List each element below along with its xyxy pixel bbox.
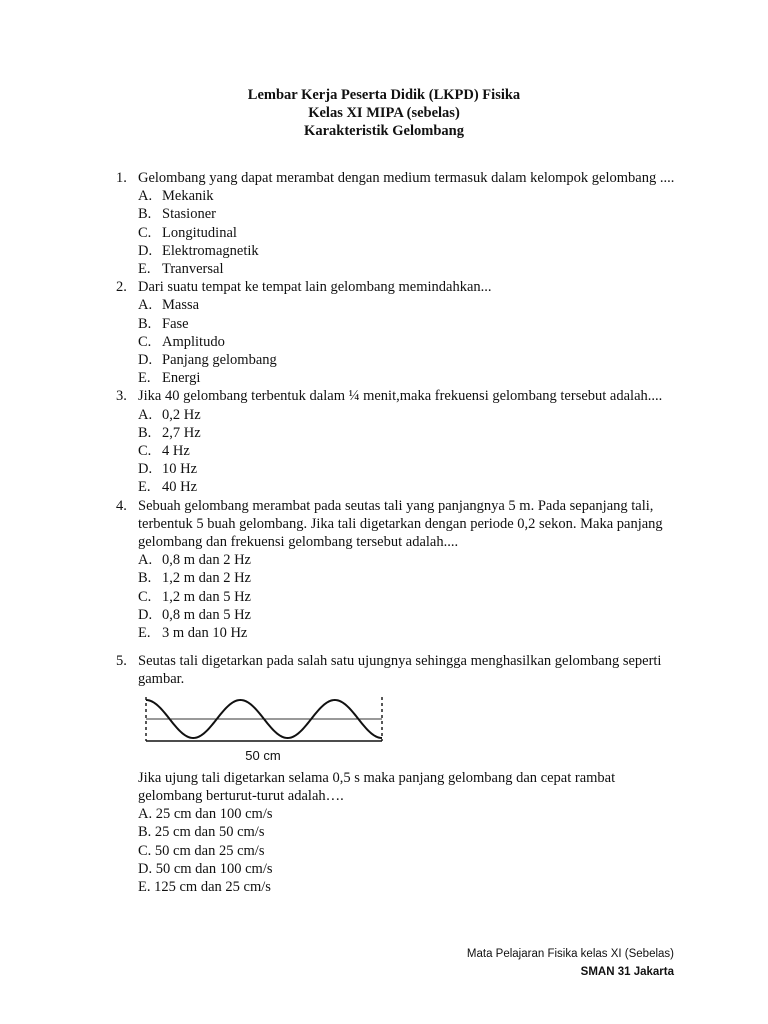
option-c: C. 50 cm dan 25 cm/s bbox=[138, 842, 265, 859]
option-text: 3 m dan 10 Hz bbox=[162, 625, 248, 642]
option-b bbox=[138, 424, 676, 442]
option-letter: D. bbox=[138, 242, 153, 259]
option-c bbox=[138, 588, 676, 606]
option-c bbox=[138, 442, 676, 460]
option-letter: C. bbox=[138, 443, 152, 460]
option-letter: D. bbox=[138, 606, 153, 623]
option-d bbox=[138, 351, 676, 369]
option-a bbox=[138, 406, 676, 424]
option-text: Mekanik bbox=[162, 188, 214, 205]
option-letter: B. bbox=[138, 206, 152, 223]
option-c bbox=[138, 333, 676, 351]
question-number: 1. bbox=[116, 170, 127, 186]
option-text: Longitudinal bbox=[162, 224, 237, 241]
question-continuation: Jika ujung tali digetarkan selama 0,5 s maka panjang gelombang dan cepat rambat gelombang berturut-turut adalah…. bbox=[138, 769, 616, 804]
option-a bbox=[138, 296, 676, 314]
option-list bbox=[138, 187, 676, 278]
option-e bbox=[138, 624, 676, 642]
option-letter: A. bbox=[138, 297, 153, 314]
option-list bbox=[138, 805, 676, 896]
option-a bbox=[138, 551, 676, 569]
option-letter: A. bbox=[138, 188, 153, 205]
option-letter: B. bbox=[138, 315, 152, 332]
option-letter: E. bbox=[138, 370, 151, 387]
option-text: 1,2 m dan 2 Hz bbox=[162, 570, 251, 587]
question-text: Sebuah gelombang merambat pada seutas tali yang panjangnya 5 m. Pada sepanjang tali, terbentuk 5 buah gelombang. Jika tali digetarkan dengan periode 0,2 sekon. Maka panjang gelombang dan frekuensi gelombang tersebut adalah.... bbox=[138, 497, 663, 551]
question-text: Gelombang yang dapat merambat dengan medium termasuk dalam kelompok gelombang .... bbox=[138, 170, 675, 186]
option-letter: C. bbox=[138, 588, 152, 605]
option-letter: E. bbox=[138, 625, 151, 642]
option-letter: C. bbox=[138, 333, 152, 350]
option-text: Elektromagnetik bbox=[162, 242, 259, 259]
worksheet-header bbox=[0, 86, 768, 140]
option-text: 2,7 Hz bbox=[162, 424, 201, 441]
option-letter: B. bbox=[138, 424, 152, 441]
option-d bbox=[138, 242, 676, 260]
option-text: Panjang gelombang bbox=[162, 352, 277, 369]
option-a bbox=[138, 187, 676, 205]
footer-subject: Mata Pelajaran Fisika kelas XI (Sebelas) bbox=[466, 948, 674, 960]
page-footer bbox=[467, 945, 674, 981]
option-d: D. 50 cm dan 100 cm/s bbox=[138, 860, 273, 877]
option-letter: E. bbox=[138, 479, 151, 496]
option-d bbox=[138, 606, 676, 624]
option-letter: B. bbox=[138, 570, 152, 587]
option-b bbox=[138, 315, 676, 333]
option-text: Energi bbox=[162, 370, 201, 387]
option-text: Stasioner bbox=[162, 206, 216, 223]
option-text: 0,8 m dan 5 Hz bbox=[162, 606, 251, 623]
option-letter: D. bbox=[138, 352, 153, 369]
option-d bbox=[138, 460, 676, 478]
option-e bbox=[138, 478, 676, 496]
option-e bbox=[138, 369, 676, 387]
option-text: 4 Hz bbox=[162, 443, 190, 460]
option-b: B. 25 cm dan 50 cm/s bbox=[138, 824, 265, 841]
option-b bbox=[138, 569, 676, 587]
option-text: Fase bbox=[162, 315, 189, 332]
option-text: 40 Hz bbox=[162, 479, 198, 496]
option-text: Massa bbox=[162, 297, 200, 314]
topic-title: Karakteristik Gelombang bbox=[304, 123, 464, 139]
option-text: 0,2 Hz bbox=[162, 406, 201, 423]
class-label: Kelas XI MIPA (sebelas) bbox=[308, 105, 460, 121]
spacer bbox=[116, 642, 676, 652]
option-text: 0,8 m dan 2 Hz bbox=[162, 552, 251, 569]
option-e: E. 125 cm dan 25 cm/s bbox=[138, 878, 271, 895]
question-text: Seutas tali digetarkan pada salah satu ujungnya sehingga menghasilkan gelombang seperti gambar. bbox=[138, 653, 662, 688]
question-4 bbox=[116, 497, 676, 643]
question-number: 2. bbox=[116, 279, 127, 296]
question-text: Jika 40 gelombang terbentuk dalam ¼ menit,maka frekuensi gelombang tersebut adalah.... bbox=[138, 388, 663, 405]
option-letter: C. bbox=[138, 224, 152, 241]
option-letter: D. bbox=[138, 461, 153, 478]
option-e bbox=[138, 260, 676, 278]
option-list bbox=[138, 551, 676, 642]
wave-diagram bbox=[138, 693, 388, 749]
question-3 bbox=[116, 387, 676, 496]
option-text: Tranversal bbox=[162, 261, 224, 278]
option-a: A. 25 cm dan 100 cm/s bbox=[138, 806, 273, 823]
option-c bbox=[138, 224, 676, 242]
length-label: 50 cm bbox=[245, 747, 281, 763]
question-number: 5. bbox=[116, 653, 127, 670]
option-text: Amplitudo bbox=[162, 333, 225, 350]
option-letter: A. bbox=[138, 552, 153, 569]
wave-figure bbox=[138, 693, 388, 769]
option-list bbox=[138, 406, 676, 497]
question-2 bbox=[116, 278, 676, 387]
option-list bbox=[138, 296, 676, 387]
option-letter: A. bbox=[138, 406, 153, 423]
option-letter: E. bbox=[138, 261, 151, 278]
question-5 bbox=[116, 652, 676, 896]
footer-school: SMAN 31 Jakarta bbox=[580, 966, 674, 978]
question-list bbox=[116, 169, 676, 896]
option-text: 10 Hz bbox=[162, 461, 198, 478]
question-number: 3. bbox=[116, 388, 127, 405]
option-b bbox=[138, 205, 676, 223]
option-text: 1,2 m dan 5 Hz bbox=[162, 588, 251, 605]
question-number: 4. bbox=[116, 497, 127, 514]
worksheet-title: Lembar Kerja Peserta Didik (LKPD) Fisika bbox=[247, 87, 521, 103]
question-text: Dari suatu tempat ke tempat lain gelombang memindahkan... bbox=[138, 279, 492, 296]
question-1 bbox=[116, 169, 676, 278]
